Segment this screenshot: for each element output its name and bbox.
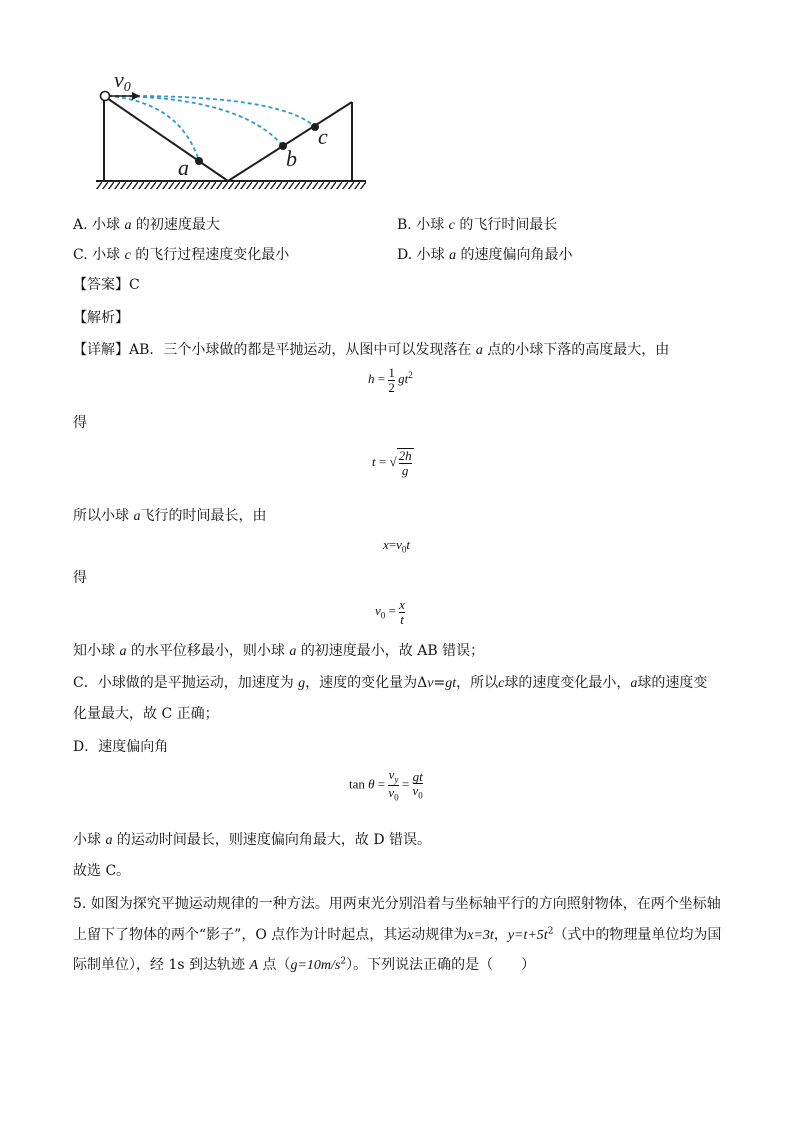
analysis-label: 【解析】 — [73, 310, 129, 326]
question-5-line-3: 际制单位），经 1s 到达轨迹 A 点$(g=10m/s^2)$。下列说法正确的是（ ） — [73, 956, 536, 973]
detail-line-4: C．小球做的是平抛运动，加速度为 g，速度的变化量为Δv=gt，所以c球的速度变化最小，a球的速度变 — [73, 675, 708, 691]
ground-hatch — [96, 181, 366, 189]
question-5-line-2: 上留下了物体的两个“影子”，O 点作为计时起点，其运动规律为x=3t，$y=t+5t^2$（式中的物理量单位均为国 — [73, 926, 722, 943]
equation-v0: $v_0$ = $\frac{x}{t}$ — [375, 597, 405, 627]
projectile-figure — [90, 62, 380, 192]
ball-a — [195, 157, 203, 165]
trajectory-b — [108, 96, 283, 146]
de-1: 得 — [73, 415, 87, 431]
option-c: C. 小球 c 的飞行过程速度变化最小 — [73, 247, 290, 263]
v0-label: v0 — [114, 67, 131, 95]
detail-line-5: 化量最大，故 C 正确； — [73, 706, 219, 722]
label-c: c — [318, 124, 328, 149]
detail-line-1: 【详解】AB．三个小球做的都是平抛运动，从图中可以发现落在 a 点的小球下落的高度最大，由 — [73, 342, 670, 358]
equation-h: h = $\frac{1}{2}$ $gt^2$ — [368, 365, 413, 395]
option-a: A. 小球 a 的初速度最大 — [73, 217, 220, 233]
detail-line-6: D．速度偏向角 — [73, 739, 169, 755]
answer-line: 【答案】C — [73, 277, 140, 293]
trajectory-c — [108, 96, 315, 127]
detail-line-2: 所以小球 a飞行的时间最长，由 — [73, 508, 267, 524]
detail-line-7: 小球 a 的运动时间最长，则速度偏向角最大，故 D 错误。 — [73, 832, 432, 848]
left-slope — [104, 96, 228, 181]
launch-point — [101, 92, 110, 101]
question-5-line-1: 5. 如图为探究平抛运动规律的一种方法。用两束光分别沿着与坐标轴平行的方向照射物体，在两个坐标轴 — [73, 896, 721, 912]
detail-line-3: 知小球 a 的水平位移最小，则小球 a 的初速度最小，故 AB 错误； — [73, 643, 485, 659]
equation-tan: tan θ = $\frac{v_y}{v_0}$ = $\frac{gt}{v_0}$ — [349, 767, 423, 803]
label-b: b — [286, 146, 297, 171]
label-a: a — [178, 155, 189, 180]
de-2: 得 — [73, 570, 87, 586]
equation-x: $x=v_0t$ — [383, 537, 411, 555]
option-d: D. 小球 a 的速度偏向角最小 — [397, 247, 573, 263]
option-b: B. 小球 c 的飞行时间最长 — [397, 217, 558, 233]
equation-t: t = √ $\frac{2h}{g}$ — [372, 448, 412, 478]
velocity-arrowhead — [132, 92, 140, 100]
detail-line-8: 故选 C。 — [73, 863, 131, 879]
